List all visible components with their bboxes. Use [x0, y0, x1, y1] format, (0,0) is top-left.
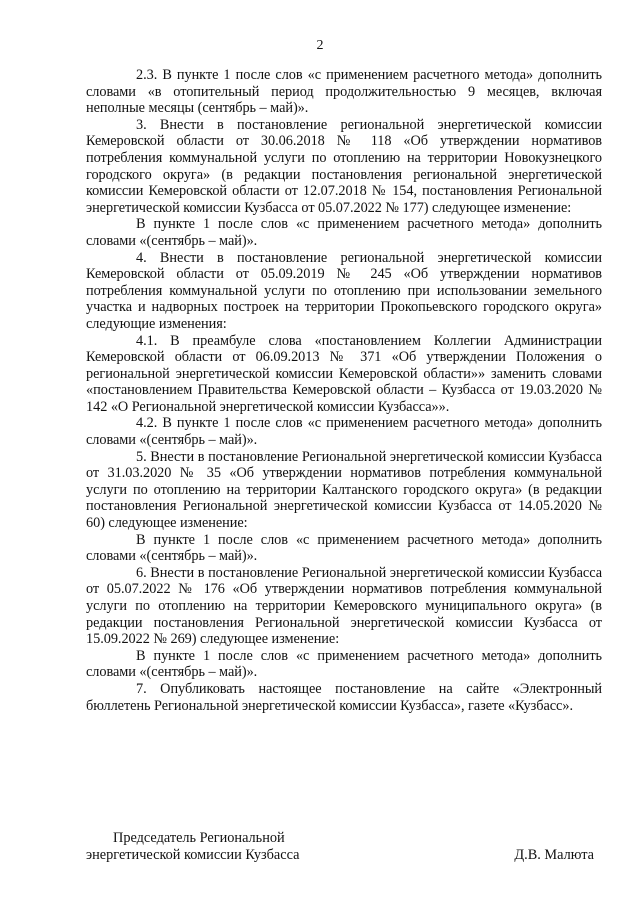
- signatory-title-line2: энергетической комиссии Кузбасса: [86, 846, 300, 863]
- paragraph-4: 4. Внести в постановление региональной энергетической комиссии Кемеровской области от 05.09.2019 № 245 «Об утверждении нормативов потребления коммунальной услуги по отоплению при использовании земельного участка и надворных построек на территории Прокопьевского городского округа» следующие изменения:: [86, 249, 602, 332]
- signature-block: [86, 830, 602, 863]
- paragraph-3-amendment: В пункте 1 после слов «с применением расчетного метода» дополнить словами «(сентябрь – май)».: [86, 216, 602, 249]
- paragraph-5: 5. Внести в постановление Региональной энергетической комиссии Кузбасса от 31.03.2020 № 35 «Об утверждении нормативов потребления коммунальной услуги по отоплению на территории Калтанского городского округа» (в редакции постановления Региональной энергетической комиссии Кузбасса от 14.05.2020 № 60) следующее изменение:: [86, 448, 602, 532]
- paragraph-7: 7. Опубликовать настоящее постановление на сайте «Электронный бюллетень Региональной энергетической комиссии Кузбасса», газете «Кузбасс».: [86, 680, 602, 714]
- paragraph-4-2: 4.2. В пункте 1 после слов «с применением расчетного метода» дополнить словами «(сентябрь – май)».: [86, 415, 602, 449]
- paragraph-6: 6. Внести в постановление Региональной энергетической комиссии Кузбасса от 05.07.2022 № 176 «Об утверждении нормативов потребления коммунальной услуги по отоплению на территории Кемеровского муниципального округа» (в редакции постановления Региональной энергетической комиссии Кузбасса от 15.09.2022 № 269) следующее изменение:: [86, 564, 602, 648]
- paragraph-3: 3. Внести в постановление региональной энергетической комиссии Кемеровской области от 30.06.2018 № 118 «Об утверждении нормативов потребления коммунальной услуги по отоплению на территории Новокузнецкого городского округа» (в редакции постановления региональной энергетической комиссии Кемеровской области от 12.07.2018 № 154, постановления Региональной энергетической комиссии Кузбасса от 05.07.2022 № 177) следующее изменение:: [86, 116, 602, 216]
- paragraph-2-3: 2.3. В пункте 1 после слов «с применением расчетного метода» дополнить словами «в отопительный период продолжительностью 9 месяцев, включая неполные месяцы (сентябрь – май)».: [86, 67, 602, 117]
- signatory-title-line1: Председатель Региональной: [113, 830, 285, 846]
- signatory-name: Д.В. Малюта: [514, 846, 594, 863]
- document-body: [86, 67, 602, 714]
- page-number: 2: [316, 38, 324, 53]
- paragraph-4-1: 4.1. В преамбуле слова «постановлением Коллегии Администрации Кемеровской области от 06.09.2013 № 371 «Об утверждении Положения о региональной энергетической комиссии Кемеровской области»» заменить словами «постановлением Правительства Кемеровской области – Кузбасса от 19.03.2020 № 142 «О Региональной энергетической комиссии Кузбасса»».: [86, 332, 602, 415]
- paragraph-5-amendment: В пункте 1 после слов «с применением расчетного метода» дополнить словами «(сентябрь – май)».: [86, 531, 602, 565]
- paragraph-6-amendment: В пункте 1 после слов «с применением расчетного метода» дополнить словами «(сентябрь – май)».: [86, 647, 602, 681]
